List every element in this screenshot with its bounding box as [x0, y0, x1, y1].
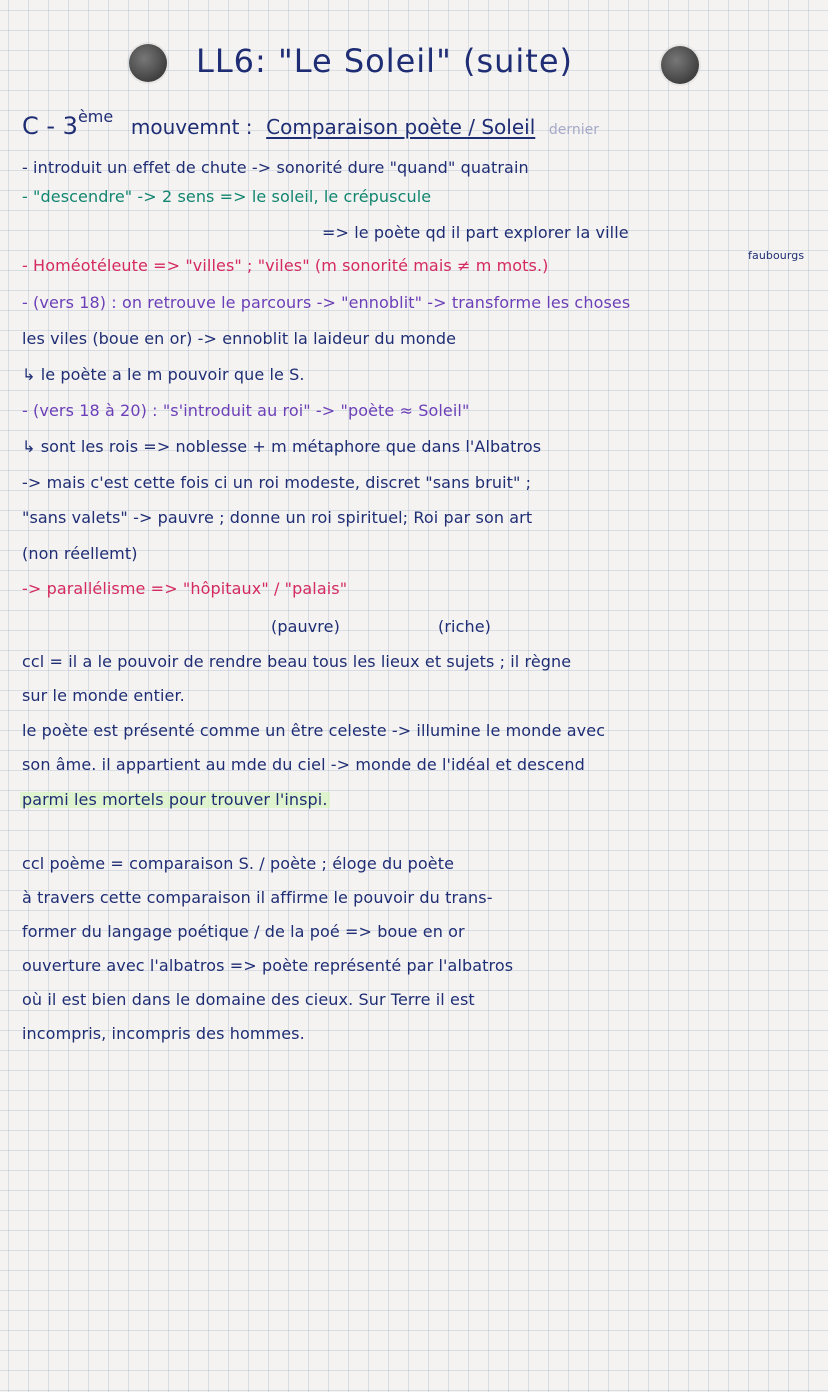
- heading-side-note: dernier: [548, 122, 600, 138]
- page-title: LL6: "Le Soleil" (suite): [196, 42, 573, 80]
- line-6: - (vers 18) : on retrouve le parcours -> "ennoblit" -> transforme les choses: [22, 293, 631, 312]
- line-26: où il est bien dans le domaine des cieux. Sur Terre il est: [22, 990, 475, 1009]
- line-2: - "descendre" -> 2 sens => le soleil, le crépuscule: [22, 187, 432, 206]
- line-16: (riche): [438, 617, 491, 636]
- line-8: ↳ le poète a le m pouvoir que le S.: [22, 365, 305, 384]
- line-15: (pauvre): [271, 617, 340, 636]
- heading-topic: Comparaison poète / Soleil: [266, 115, 536, 139]
- line-10: ↳ sont les rois => noblesse + m métaphore que dans l'Albatros: [22, 437, 542, 456]
- line-1: - introduit un effet de chute -> sonorité dure "quand" quatrain: [22, 158, 529, 177]
- line-13: (non réellemt): [22, 544, 138, 563]
- line-12: "sans valets" -> pauvre ; donne un roi spirituel; Roi par son art: [22, 508, 533, 527]
- line-11: -> mais c'est cette fois ci un roi modeste, discret "sans bruit" ;: [22, 473, 532, 492]
- binder-hole-left: [129, 44, 167, 82]
- line-9: - (vers 18 à 20) : "s'introduit au roi" -> "poète ≈ Soleil": [22, 401, 470, 420]
- line-23: à travers cette comparaison il affirme le pouvoir du trans-: [22, 888, 493, 907]
- line-17: ccl = il a le pouvoir de rendre beau tous les lieux et sujets ; il règne: [22, 652, 572, 671]
- heading-prefix: C - 3: [22, 112, 78, 140]
- line-14: -> parallélisme => "hôpitaux" / "palais": [22, 579, 348, 598]
- heading-label: mouvemnt :: [130, 115, 253, 139]
- heading-superscript: ème: [77, 107, 114, 126]
- line-21: parmi les mortels pour trouver l'inspi.: [22, 790, 328, 809]
- line-19: le poète est présenté comme un être celeste -> illumine le monde avec: [22, 721, 606, 740]
- line-22: ccl poème = comparaison S. / poète ; éloge du poète: [22, 854, 455, 873]
- line-24: former du langage poétique / de la poé => boue en or: [22, 922, 465, 941]
- line-20: son âme. il appartient au mde du ciel -> monde de l'idéal et descend: [22, 755, 585, 774]
- line-18: sur le monde entier.: [22, 686, 185, 705]
- line-27: incompris, incompris des hommes.: [22, 1024, 305, 1043]
- line-25: ouverture avec l'albatros => poète représenté par l'albatros: [22, 956, 514, 975]
- line-4: - Homéotéleute => "villes" ; "viles" (m sonorité mais ≠ m mots.): [22, 256, 549, 275]
- section-heading: [22, 107, 600, 140]
- binder-hole-right: [661, 46, 699, 84]
- line-5: faubourgs: [748, 249, 805, 262]
- line-7: les viles (boue en or) -> ennoblit la laideur du monde: [22, 329, 457, 348]
- line-3: => le poète qd il part explorer la ville: [322, 223, 629, 242]
